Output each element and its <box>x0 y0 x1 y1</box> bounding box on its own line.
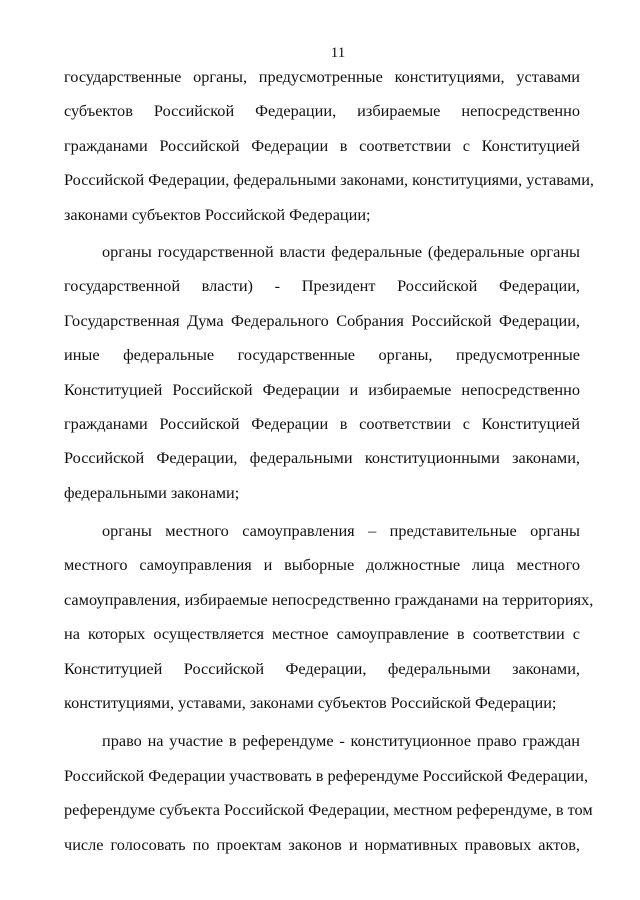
text-line: право на участие в референдуме - конституционное право граждан <box>102 731 580 751</box>
text-line: органы государственной власти федеральные (федеральные органы <box>102 241 580 261</box>
text-line: государственной власти) - Президент Российской Федерации, <box>64 276 580 296</box>
text-line: референдуме субъекта Российской Федерации, местном референдуме, в том <box>64 800 593 820</box>
text-line: органы местного самоуправления – представительные органы <box>102 521 580 541</box>
paragraph <box>64 724 593 862</box>
text-line: федеральными законами; <box>64 482 240 502</box>
text-line: государственные органы, предусмотренные конституциями, уставами <box>64 67 580 86</box>
paragraph <box>64 60 594 232</box>
text-line: на которых осуществляется местное самоуправление в соответствии с <box>64 624 580 644</box>
text-line: гражданами Российской Федерации в соответствии с Конституцией <box>64 135 580 155</box>
text-line: законами субъектов Российской Федерации; <box>64 204 371 224</box>
text-line: местного самоуправления и выборные должностные лица местного <box>64 555 580 575</box>
paragraph <box>64 235 580 510</box>
document-body <box>64 60 594 862</box>
paragraph <box>64 514 594 720</box>
text-line: самоуправления, избираемые непосредственно гражданами на территориях, <box>64 589 594 609</box>
text-line: Государственная Дума Федерального Собрания Российской Федерации, <box>64 310 580 330</box>
text-line: Российской Федерации участвовать в референдуме Российской Федерации, <box>64 765 589 785</box>
text-line: иные федеральные государственные органы, предусмотренные <box>64 345 580 365</box>
text-line: конституциями, уставами, законами субъектов Российской Федерации; <box>64 693 557 713</box>
text-line: Российской Федерации, федеральными конституционными законами, <box>64 448 580 468</box>
text-line: гражданами Российской Федерации в соответствии с Конституцией <box>64 413 580 433</box>
text-line: Конституцией Российской Федерации и избираемые непосредственно <box>64 379 580 399</box>
text-line: Российской Федерации, федеральными законами, конституциями, уставами, <box>64 170 594 190</box>
text-line: числе голосовать по проектам законов и нормативных правовых актов, <box>64 834 580 854</box>
page-number: 11 <box>330 45 346 61</box>
text-line: субъектов Российской Федерации, избираемые непосредственно <box>64 101 580 121</box>
text-line: Конституцией Российской Федерации, федеральными законами, <box>64 658 580 678</box>
